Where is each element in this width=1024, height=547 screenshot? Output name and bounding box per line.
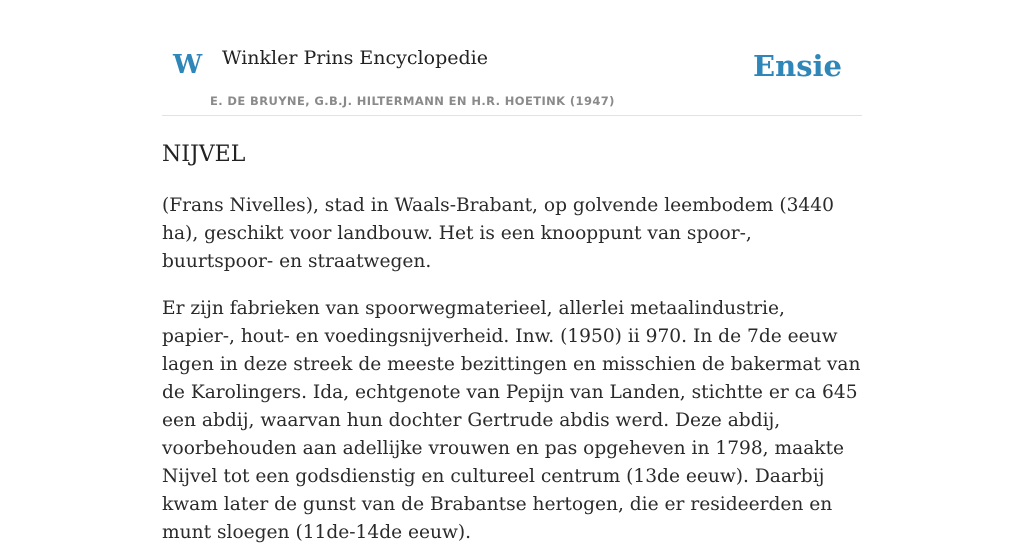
entry-paragraph: Er zijn fabrieken van spoorwegmaterieel, allerlei metaalindustrie, papier-, hout- en voedingsnijverheid. Inw. (1950) ii 970. In de 7de eeuw lagen in deze streek de meeste bezittingen en misschien de bakermat van de Karolingers. Ida, echtgenote van Pepijn van Landen, stichtte er ca 645 een abdij, waarvan hun dochter Gertrude abdis werd. Deze abdij, voorbehouden aan adellijke vrouwen en pas opgeheven in 1798, maakte Nijvel tot een godsdienstig en cultureel centrum (13de eeuw). Daarbij kwam later de gunst van de Brabantse hertogen, die er resideerden en munt sloegen (11de-14de eeuw).: [162, 298, 861, 544]
entry-title: NIJVEL: [162, 142, 246, 167]
encyclopedia-logo-icon[interactable]: W: [173, 50, 203, 80]
entry-paragraph: (Frans Nivelles), stad in Waals-Brabant, op golvende leembodem (3440 ha), geschikt voor landbouw. Het is een knooppunt van spoor-, buurtspoor- en straatwegen.: [162, 195, 834, 273]
page-header: [162, 0, 862, 116]
ensie-logo[interactable]: Ensie: [753, 49, 842, 83]
book-title[interactable]: Winkler Prins Encyclopedie: [222, 47, 488, 69]
encyclopedia-page: [162, 0, 862, 547]
book-authors: E. DE BRUYNE, G.B.J. HILTERMANN EN H.R. HOETINK (1947): [210, 94, 615, 108]
